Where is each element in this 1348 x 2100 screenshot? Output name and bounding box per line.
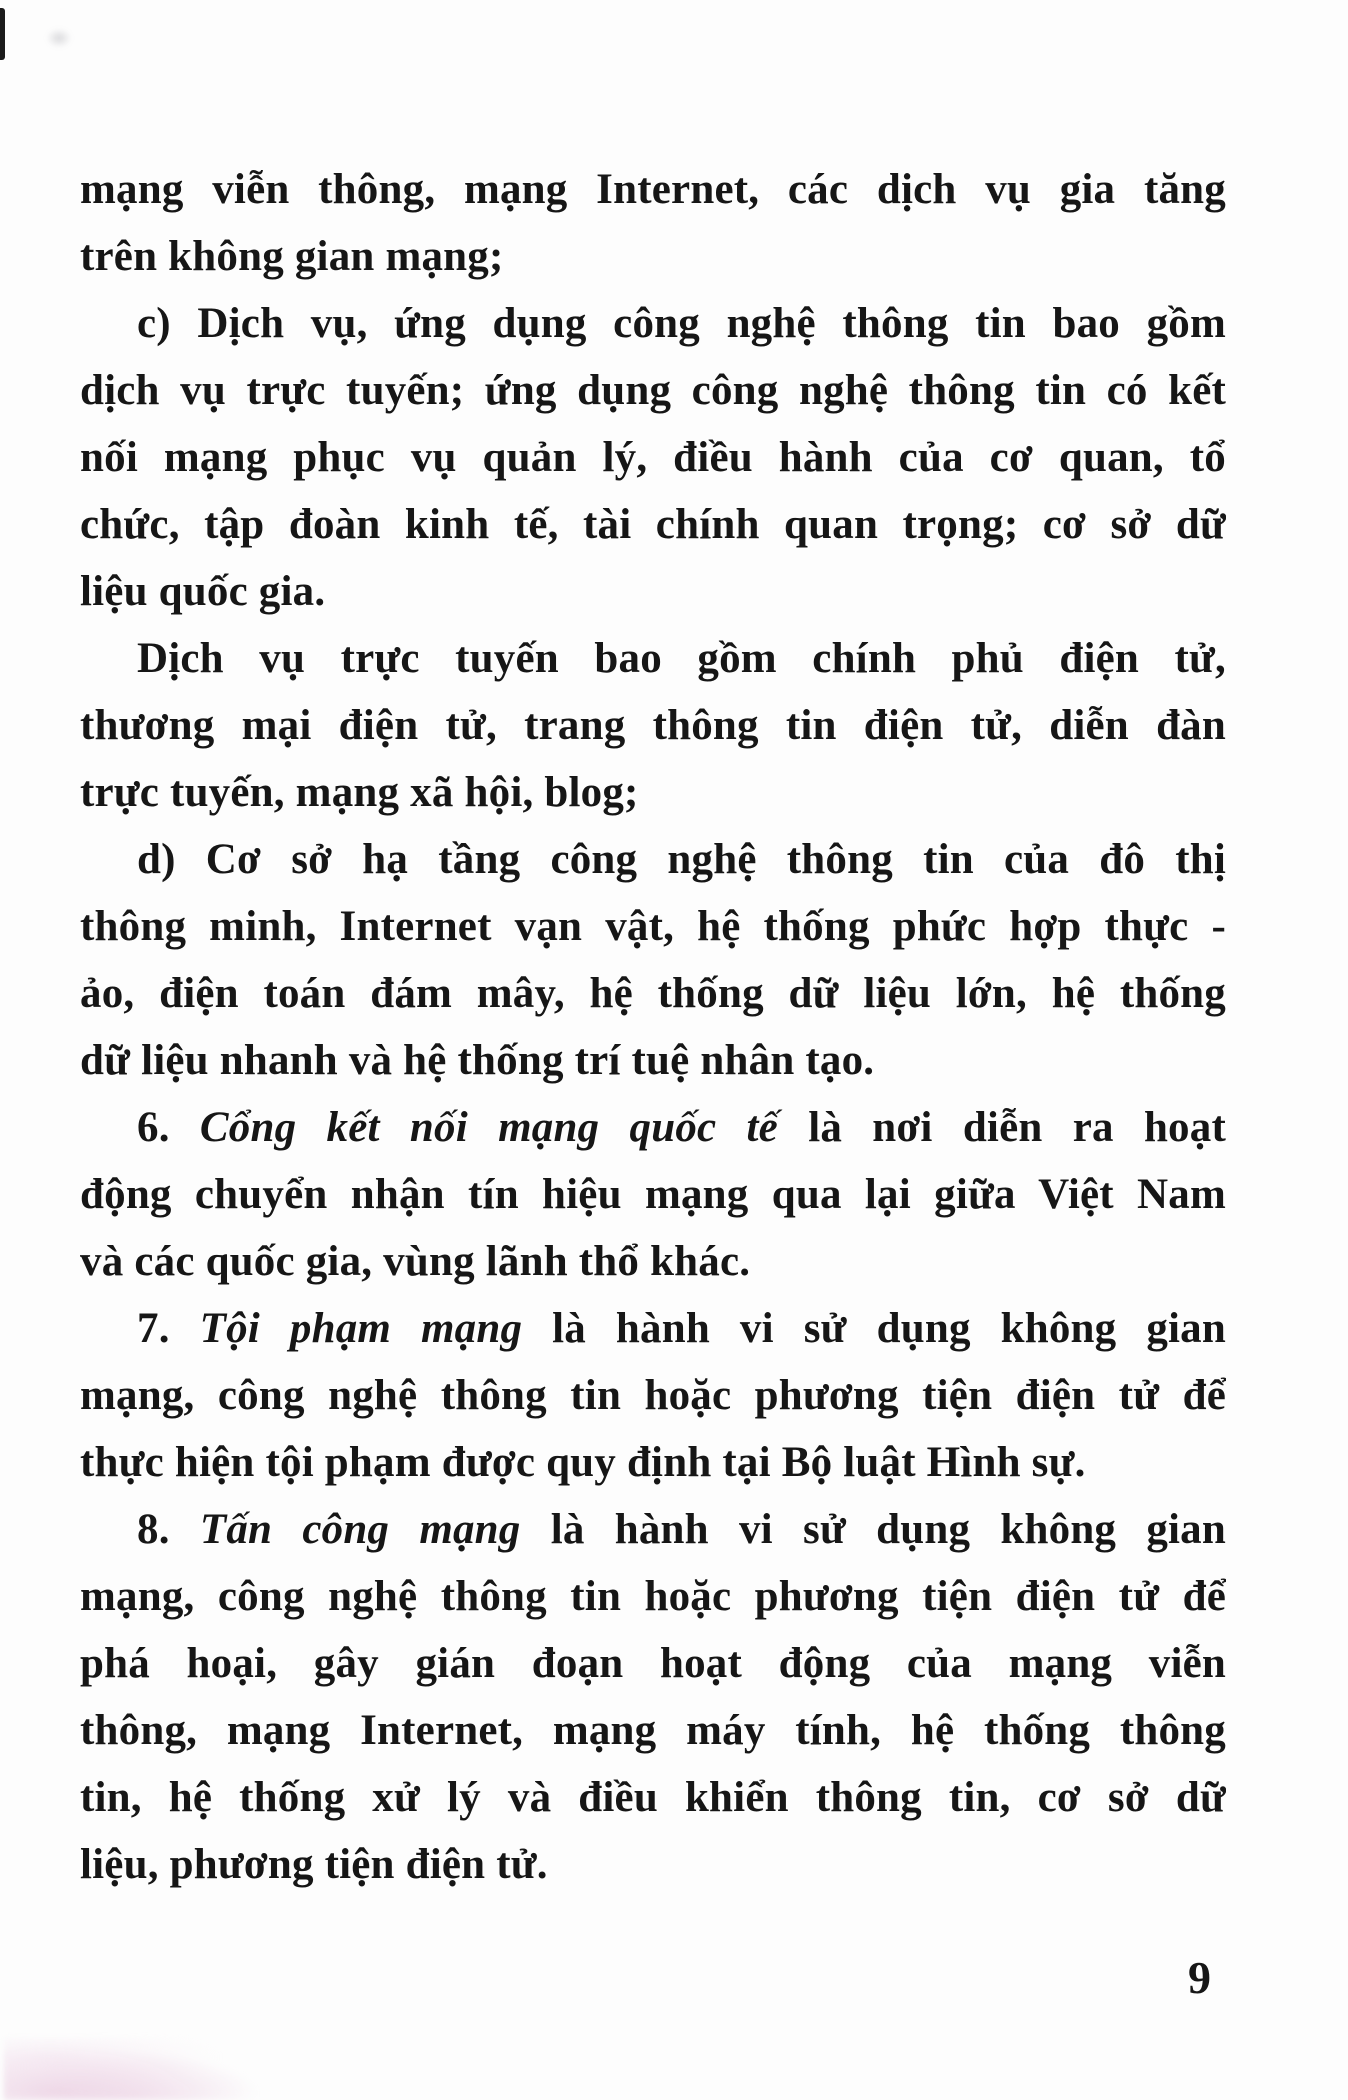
text-line xyxy=(80,223,1226,290)
text-segment: dịch vụ trực tuyến; ứng dụng công nghệ thông tin có kết xyxy=(80,367,1226,414)
text-segment: 6. xyxy=(137,1104,200,1151)
text-segment: 7. xyxy=(137,1305,200,1352)
text-segment: nối mạng phục vụ quản lý, điều hành của cơ quan, tổ xyxy=(80,434,1226,481)
text-segment: c) Dịch vụ, ứng dụng công nghệ thông tin bao gồm xyxy=(137,300,1226,347)
text-line xyxy=(80,759,1226,826)
page-number: 9 xyxy=(1188,1952,1211,2003)
text-line xyxy=(80,1161,1226,1228)
text-segment: và các quốc gia, vùng lãnh thổ khác. xyxy=(80,1238,751,1285)
scan-smudge-top-left xyxy=(46,28,72,48)
text-segment: trên không gian mạng; xyxy=(80,233,504,280)
text-line xyxy=(80,491,1226,558)
defined-term-italic: Tội phạm mạng xyxy=(199,1305,523,1352)
text-segment: phá hoại, gây gián đoạn hoạt động của mạng viễn xyxy=(80,1640,1226,1687)
text-line xyxy=(80,558,1226,625)
text-line xyxy=(80,1094,1226,1161)
text-line xyxy=(80,357,1226,424)
text-line xyxy=(80,290,1226,357)
text-segment: thực hiện tội phạm được quy định tại Bộ luật Hình sự. xyxy=(80,1439,1086,1486)
text-line xyxy=(80,960,1226,1027)
text-line xyxy=(80,1697,1226,1764)
text-segment: Dịch vụ trực tuyến bao gồm chính phủ điện tử, xyxy=(137,635,1226,682)
text-segment: liệu, phương tiện điện tử. xyxy=(80,1841,548,1888)
text-segment: thông, mạng Internet, mạng máy tính, hệ thống thông xyxy=(80,1707,1226,1754)
text-line xyxy=(80,1764,1226,1831)
text-line xyxy=(80,692,1226,759)
text-segment: liệu quốc gia. xyxy=(80,568,326,615)
defined-term-italic: Tấn công mạng xyxy=(199,1506,521,1553)
text-segment: mạng, công nghệ thông tin hoặc phương tiện điện tử để xyxy=(80,1372,1226,1419)
text-segment: mạng, công nghệ thông tin hoặc phương tiện điện tử để xyxy=(80,1573,1226,1620)
text-line xyxy=(80,424,1226,491)
text-line xyxy=(80,1630,1226,1697)
defined-term-italic: Cổng kết nối mạng quốc tế xyxy=(199,1104,778,1151)
text-line xyxy=(80,1027,1226,1094)
text-line xyxy=(80,1563,1226,1630)
text-line xyxy=(80,893,1226,960)
text-segment: trực tuyến, mạng xã hội, blog; xyxy=(80,769,639,816)
scan-smudge-bottom-left xyxy=(4,2038,294,2100)
text-segment: là nơi diễn ra hoạt xyxy=(777,1104,1226,1151)
text-segment: thương mại điện tử, trang thông tin điện tử, diễn đàn xyxy=(80,702,1226,749)
text-segment: thông minh, Internet vạn vật, hệ thống phức hợp thực - xyxy=(80,903,1226,950)
text-segment: là hành vi sử dụng không gian xyxy=(520,1506,1226,1553)
text-segment: tin, hệ thống xử lý và điều khiển thông tin, cơ sở dữ xyxy=(80,1774,1226,1821)
text-segment: động chuyển nhận tín hiệu mạng qua lại giữa Việt Nam xyxy=(80,1171,1226,1218)
scan-artifact-left-edge xyxy=(0,8,5,60)
text-segment: dữ liệu nhanh và hệ thống trí tuệ nhân tạo. xyxy=(80,1037,875,1084)
text-line xyxy=(80,826,1226,893)
text-segment: mạng viễn thông, mạng Internet, các dịch vụ gia tăng xyxy=(80,166,1226,213)
text-line xyxy=(80,1362,1226,1429)
text-line xyxy=(80,156,1226,223)
text-segment: là hành vi sử dụng không gian xyxy=(522,1305,1226,1352)
text-line xyxy=(80,1429,1226,1496)
text-segment: chức, tập đoàn kinh tế, tài chính quan trọng; cơ sở dữ xyxy=(80,501,1226,548)
text-segment: 8. xyxy=(137,1506,200,1553)
text-line xyxy=(80,1496,1226,1563)
body-text xyxy=(80,156,1226,1898)
text-line xyxy=(80,1228,1226,1295)
text-line xyxy=(80,625,1226,692)
text-line xyxy=(80,1831,1226,1898)
text-line xyxy=(80,1295,1226,1362)
text-segment: ảo, điện toán đám mây, hệ thống dữ liệu lớn, hệ thống xyxy=(80,970,1226,1017)
text-segment: d) Cơ sở hạ tầng công nghệ thông tin của đô thị xyxy=(137,836,1226,883)
